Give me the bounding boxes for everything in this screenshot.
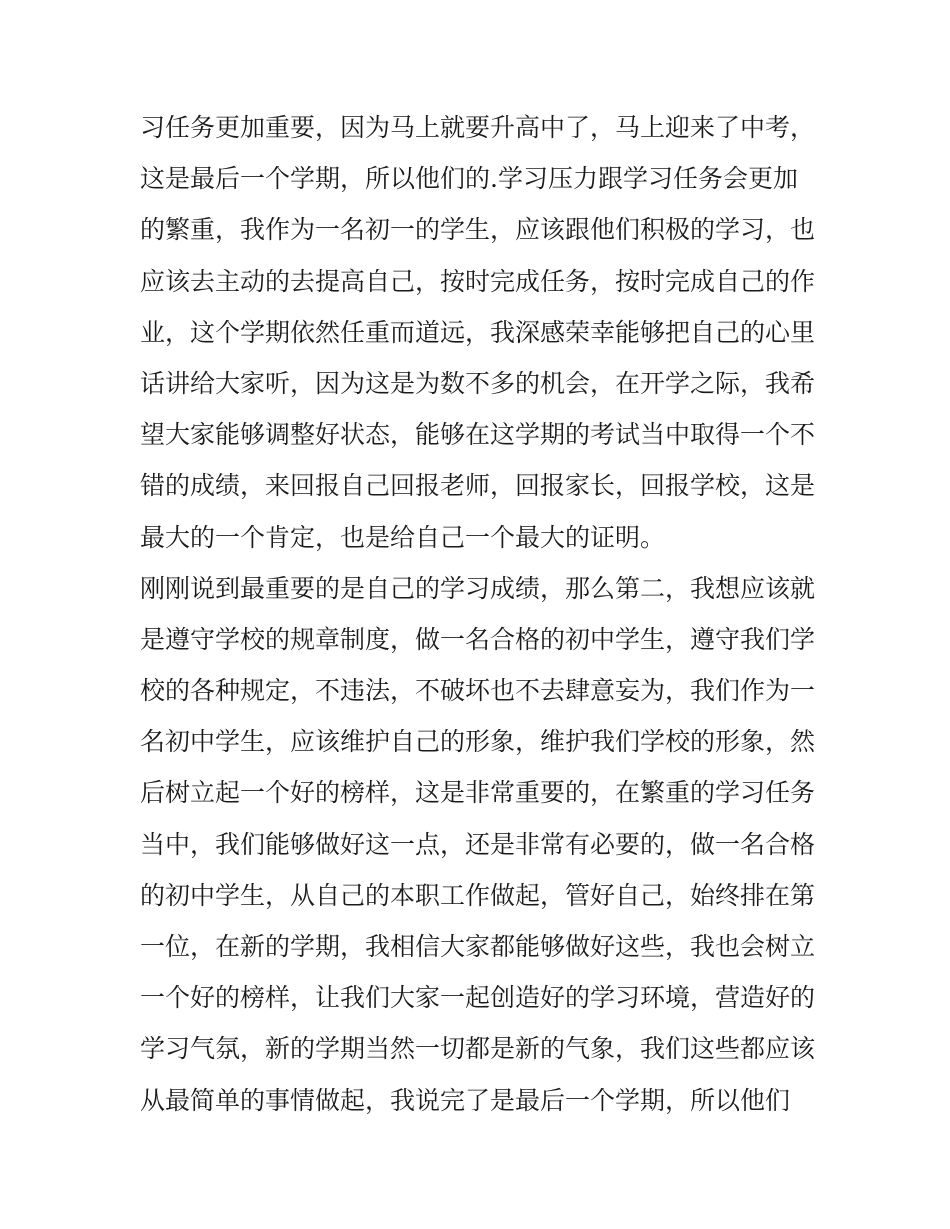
text-line: 是遵守学校的规章制度，做一名合格的初中学生，遵守我们学 (140, 624, 816, 654)
text-line: 望大家能够调整好状态，能够在这学期的考试当中取得一个不 (140, 420, 816, 450)
text-line: 错的成绩，来回报自己回报老师，回报家长，回报学校，这是 (140, 471, 816, 501)
text-line: 的繁重，我作为一名初一的学生，应该跟他们积极的学习，也 (140, 215, 816, 245)
text-line: 名初中学生，应该维护自己的形象，维护我们学校的形象，然 (140, 727, 816, 757)
text-line: 刚刚说到最重要的是自己的学习成绩，那么第二，我想应该就 (140, 573, 816, 603)
text-line: 习任务更加重要，因为马上就要升高中了，马上迎来了中考， (140, 113, 816, 142)
text-line: 后树立起一个好的榜样，这是非常重要的，在繁重的学习任务 (140, 778, 816, 808)
text-line: 最大的一个肯定，也是给自己一个最大的证明。 (140, 522, 666, 552)
text-line: 业，这个学期依然任重而道远，我深感荣幸能够把自己的心里 (140, 317, 816, 347)
body-text (140, 102, 830, 1126)
text-line: 这是最后一个学期，所以他们的.学习压力跟学习任务会更加 (140, 164, 798, 194)
text-line: 应该去主动的去提高自己，按时完成任务，按时完成自己的作 (140, 266, 816, 296)
text-line: 从最简单的事情做起，我说完了是最后一个学期，所以他们 (140, 1085, 791, 1115)
text-line: 话讲给大家听，因为这是为数不多的机会，在开学之际，我希 (140, 368, 816, 398)
text-line: 一个好的榜样，让我们大家一起创造好的学习环境，营造好的 (140, 983, 816, 1013)
text-line: 校的各种规定，不违法，不破坏也不去肆意妄为，我们作为一 (140, 676, 816, 706)
text-line: 一位，在新的学期，我相信大家都能够做好这些，我也会树立 (140, 932, 816, 961)
text-line: 学习气氛，新的学期当然一切都是新的气象，我们这些都应该 (140, 1034, 816, 1064)
text-line: 当中，我们能够做好这一点，还是非常有必要的，做一名合格 (140, 829, 816, 859)
text-line: 的初中学生，从自己的本职工作做起，管好自己，始终排在第 (140, 880, 816, 910)
